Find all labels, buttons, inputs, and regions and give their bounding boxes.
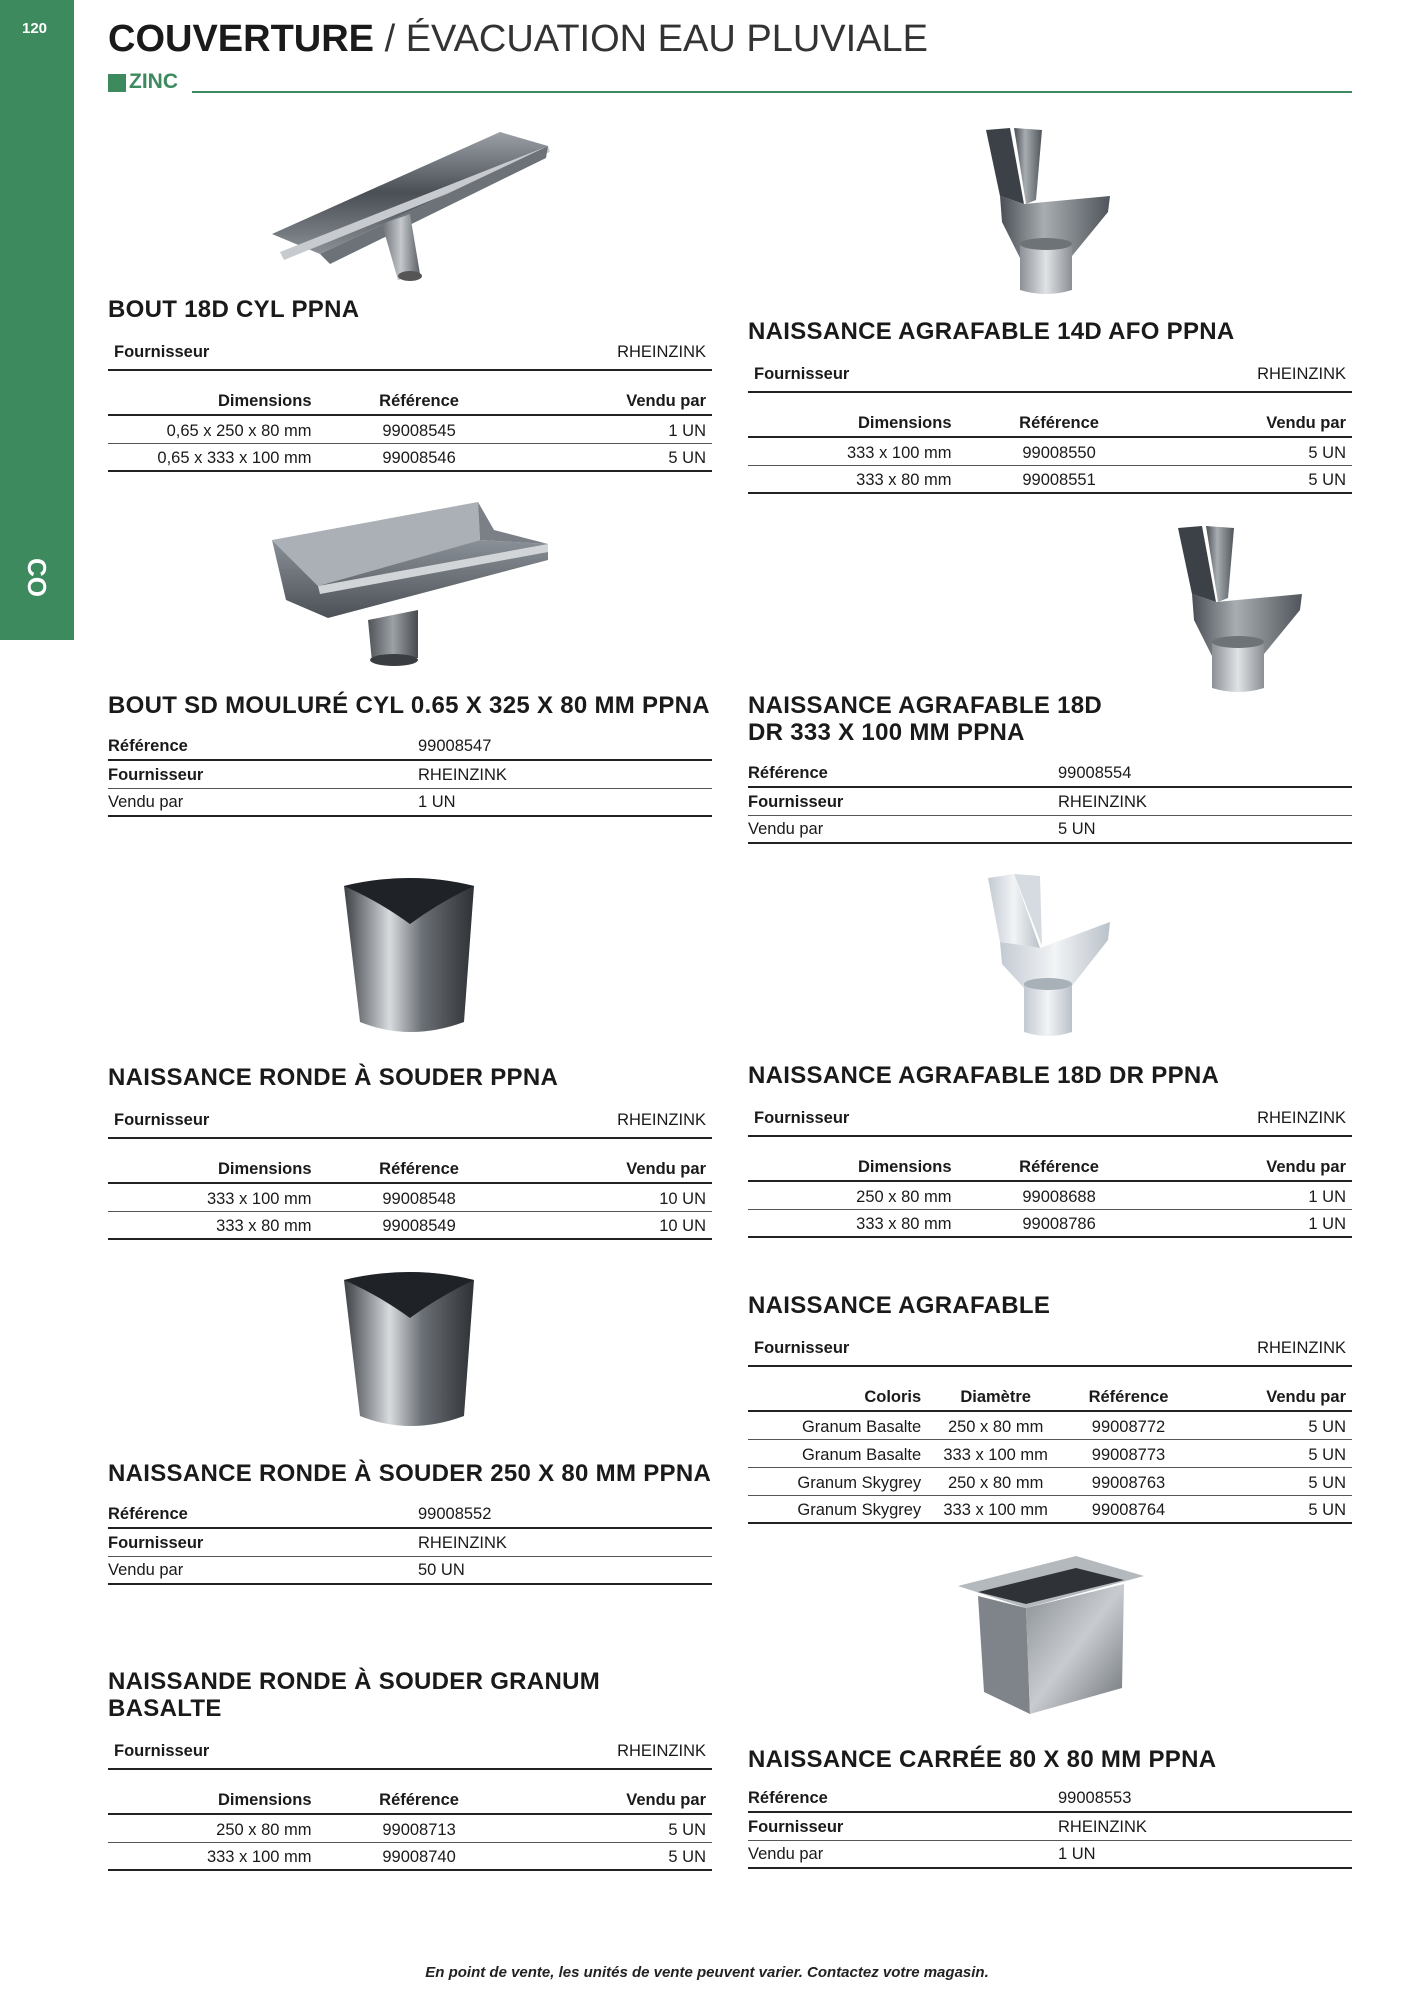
supplier-row <box>108 1103 712 1139</box>
spec-row-supplier <box>748 788 1352 816</box>
spec-value: 99008554 <box>1058 764 1132 782</box>
col-reference: Référence <box>1062 1383 1195 1411</box>
cell-dimensions: 333 x 100 mm <box>108 1842 338 1870</box>
product-title: NAISSANCE AGRAFABLE 14D AFO PPNA <box>748 318 1235 345</box>
spec-row-reference <box>748 1785 1352 1813</box>
col-sold-by: Vendu par <box>501 387 712 415</box>
table-row <box>748 1439 1352 1467</box>
cell-diameter: 250 x 80 mm <box>929 1411 1062 1439</box>
spec-label: Fournisseur <box>748 793 844 811</box>
cell-reference: 99008773 <box>1062 1439 1195 1467</box>
table-header <box>108 1155 712 1183</box>
cell-reference: 99008763 <box>1062 1467 1195 1495</box>
page-number: 120 <box>22 20 48 37</box>
supplier-label: Fournisseur <box>114 1741 210 1760</box>
cell-sold-by: 10 UN <box>501 1183 712 1211</box>
cell-reference: 99008546 <box>338 443 501 471</box>
col-dimensions: Dimensions <box>748 1153 978 1181</box>
product-image-bout-sd <box>268 500 564 670</box>
product-title: NAISSANCE AGRAFABLE 18D DR PPNA <box>748 1062 1220 1089</box>
spec-value: 99008552 <box>418 1505 492 1523</box>
product-image-bout-18d <box>270 124 560 294</box>
cell-dimensions: 333 x 80 mm <box>748 465 978 493</box>
section-code: CO <box>22 558 52 597</box>
product-agrafable-14d <box>748 318 1352 494</box>
supplier-value: RHEINZINK <box>1257 1108 1346 1127</box>
cell-sold-by: 5 UN <box>1141 437 1352 465</box>
cell-diameter: 333 x 100 mm <box>929 1439 1062 1467</box>
supplier-row <box>108 1734 712 1770</box>
product-table <box>108 1155 712 1240</box>
subtitle-label: ZINC <box>129 70 178 93</box>
subtitle-rule <box>192 91 1352 93</box>
table-row <box>108 1183 712 1211</box>
cell-dimensions: 250 x 80 mm <box>108 1814 338 1842</box>
product-table <box>748 1383 1352 1524</box>
cell-reference: 99008688 <box>978 1181 1141 1209</box>
spec-row-sold-by <box>108 1557 712 1585</box>
cell-sold-by: 10 UN <box>501 1211 712 1239</box>
supplier-value: RHEINZINK <box>617 342 706 361</box>
cell-sold-by: 5 UN <box>1195 1439 1352 1467</box>
product-naissande-ronde-granum <box>108 1668 712 1871</box>
cell-sold-by: 5 UN <box>501 1842 712 1870</box>
product-image-agrafable-18d-dr <box>1172 524 1308 694</box>
spec-value: RHEINZINK <box>418 766 507 784</box>
cell-dimensions: 250 x 80 mm <box>748 1181 978 1209</box>
supplier-row <box>108 335 712 371</box>
product-table <box>108 387 712 472</box>
table-header <box>748 1153 1352 1181</box>
spec-value: RHEINZINK <box>1058 793 1147 811</box>
product-bout-sd <box>108 692 712 817</box>
spec-value: 99008553 <box>1058 1789 1132 1807</box>
table-header <box>748 1383 1352 1411</box>
spec-row-sold-by <box>108 789 712 817</box>
cell-dimensions: 0,65 x 250 x 80 mm <box>108 415 338 443</box>
spec-row-reference <box>748 760 1352 788</box>
product-table <box>748 409 1352 494</box>
product-table <box>108 1786 712 1871</box>
supplier-value: RHEINZINK <box>1257 1338 1346 1357</box>
cell-reference: 99008764 <box>1062 1495 1195 1523</box>
table-row <box>108 1211 712 1239</box>
spec-row-supplier <box>748 1813 1352 1841</box>
product-title: NAISSANCE RONDE À SOUDER PPNA <box>108 1064 559 1091</box>
page-title <box>108 18 928 61</box>
cell-sold-by: 1 UN <box>1141 1209 1352 1237</box>
page-title-sub: / ÉVACUATION EAU PLUVIALE <box>374 18 928 60</box>
product-agrafable-18d-dr-333 <box>748 692 1352 844</box>
table-row <box>748 1495 1352 1523</box>
spec-row-supplier <box>108 1529 712 1557</box>
cell-dimensions: 333 x 80 mm <box>108 1211 338 1239</box>
supplier-row <box>748 1101 1352 1137</box>
cell-sold-by: 5 UN <box>501 1814 712 1842</box>
spec-list <box>748 1785 1352 1869</box>
cell-color: Granum Skygrey <box>748 1467 929 1495</box>
spec-value: 50 UN <box>418 1561 465 1579</box>
table-row <box>108 1814 712 1842</box>
product-bout-18d <box>108 296 712 472</box>
supplier-label: Fournisseur <box>754 1338 850 1357</box>
table-header <box>108 387 712 415</box>
product-title: NAISSANDE RONDE À SOUDER GRANUM BASALTE <box>108 1668 600 1722</box>
cell-dimensions: 333 x 80 mm <box>748 1209 978 1237</box>
spec-value: RHEINZINK <box>1058 1818 1147 1836</box>
product-naissance-agrafable <box>748 1292 1352 1524</box>
supplier-value: RHEINZINK <box>617 1741 706 1760</box>
cell-diameter: 250 x 80 mm <box>929 1467 1062 1495</box>
spec-label: Vendu par <box>108 1561 184 1579</box>
spec-value: 1 UN <box>1058 1845 1096 1863</box>
cell-reference: 99008786 <box>978 1209 1141 1237</box>
table-header <box>748 409 1352 437</box>
product-title: NAISSANCE RONDE À SOUDER 250 X 80 MM PPNA <box>108 1460 712 1487</box>
spec-row-sold-by <box>748 1841 1352 1869</box>
supplier-value: RHEINZINK <box>617 1110 706 1129</box>
table-row <box>108 415 712 443</box>
product-title: BOUT SD MOULURÉ CYL 0.65 X 325 X 80 MM PPNA <box>108 692 710 719</box>
supplier-label: Fournisseur <box>754 364 850 383</box>
product-naissance-ronde-250 <box>108 1460 712 1585</box>
spec-label: Fournisseur <box>748 1818 844 1836</box>
table-row <box>748 1209 1352 1237</box>
cell-color: Granum Basalte <box>748 1411 929 1439</box>
table-row <box>748 1181 1352 1209</box>
cell-sold-by: 5 UN <box>1195 1411 1352 1439</box>
spec-value: 99008547 <box>418 737 492 755</box>
col-sold-by: Vendu par <box>501 1155 712 1183</box>
section-subtitle <box>108 72 1352 96</box>
spec-label: Fournisseur <box>108 1534 204 1552</box>
spec-label: Vendu par <box>748 820 824 838</box>
table-row <box>748 1411 1352 1439</box>
product-naissance-ronde <box>108 1064 712 1240</box>
table-row <box>108 1842 712 1870</box>
table-row <box>108 443 712 471</box>
cell-reference: 99008551 <box>978 465 1141 493</box>
supplier-row <box>748 357 1352 393</box>
page-title-main: COUVERTURE <box>108 18 375 60</box>
product-title: NAISSANCE CARRÉE 80 X 80 MM PPNA <box>748 1746 1217 1773</box>
col-reference: Référence <box>338 1786 501 1814</box>
spec-value: RHEINZINK <box>418 1534 507 1552</box>
cell-diameter: 333 x 100 mm <box>929 1495 1062 1523</box>
cell-color: Granum Skygrey <box>748 1495 929 1523</box>
product-image-agrafable-18d-dr-ppna <box>980 874 1116 1040</box>
subtitle-square <box>108 74 126 92</box>
cell-reference: 99008713 <box>338 1814 501 1842</box>
spec-value: 1 UN <box>418 793 456 811</box>
table-row <box>748 437 1352 465</box>
spec-value: 5 UN <box>1058 820 1096 838</box>
table-row <box>748 465 1352 493</box>
col-reference: Référence <box>978 409 1141 437</box>
cell-color: Granum Basalte <box>748 1439 929 1467</box>
side-tab <box>0 0 74 640</box>
spec-label: Référence <box>108 737 188 755</box>
spec-label: Référence <box>108 1505 188 1523</box>
table-row <box>748 1467 1352 1495</box>
cell-sold-by: 5 UN <box>1195 1495 1352 1523</box>
product-naissance-carree <box>748 1746 1352 1869</box>
spec-list <box>108 733 712 817</box>
spec-row-reference <box>108 733 712 761</box>
footer-note: En point de vente, les unités de vente peuvent varier. Contactez votre magasin. <box>425 1964 989 1981</box>
col-dimensions: Dimensions <box>108 1786 338 1814</box>
cell-reference: 99008548 <box>338 1183 501 1211</box>
cell-reference: 99008549 <box>338 1211 501 1239</box>
product-image-agrafable-14d <box>980 126 1116 296</box>
col-dimensions: Dimensions <box>108 387 338 415</box>
spec-row-reference <box>108 1501 712 1529</box>
cell-sold-by: 1 UN <box>501 415 712 443</box>
col-sold-by: Vendu par <box>1141 1153 1352 1181</box>
col-sold-by: Vendu par <box>1141 409 1352 437</box>
product-agrafable-18d-dr-ppna <box>748 1062 1352 1238</box>
col-sold-by: Vendu par <box>1195 1383 1352 1411</box>
product-image-naissance-ronde <box>340 872 480 1042</box>
spec-row-sold-by <box>748 816 1352 844</box>
cell-dimensions: 333 x 100 mm <box>108 1183 338 1211</box>
spec-label: Référence <box>748 764 828 782</box>
table-header <box>108 1786 712 1814</box>
cell-dimensions: 0,65 x 333 x 100 mm <box>108 443 338 471</box>
product-title: NAISSANCE AGRAFABLE 18D DR 333 X 100 MM PPNA <box>748 692 1103 746</box>
spec-row-supplier <box>108 761 712 789</box>
cell-reference: 99008740 <box>338 1842 501 1870</box>
col-sold-by: Vendu par <box>501 1786 712 1814</box>
cell-reference: 99008772 <box>1062 1411 1195 1439</box>
col-reference: Référence <box>338 1155 501 1183</box>
cell-sold-by: 1 UN <box>1141 1181 1352 1209</box>
product-title: NAISSANCE AGRAFABLE <box>748 1292 1051 1319</box>
supplier-row <box>748 1331 1352 1367</box>
supplier-label: Fournisseur <box>114 1110 210 1129</box>
cell-reference: 99008550 <box>978 437 1141 465</box>
cell-sold-by: 5 UN <box>1195 1467 1352 1495</box>
product-table <box>748 1153 1352 1238</box>
cell-sold-by: 5 UN <box>1141 465 1352 493</box>
product-image-naissance-carree <box>956 1556 1146 1726</box>
col-dimensions: Dimensions <box>748 409 978 437</box>
col-diameter: Diamètre <box>929 1383 1062 1411</box>
col-dimensions: Dimensions <box>108 1155 338 1183</box>
product-title: BOUT 18D CYL PPNA <box>108 296 360 323</box>
cell-reference: 99008545 <box>338 415 501 443</box>
supplier-label: Fournisseur <box>114 342 210 361</box>
spec-list <box>108 1501 712 1585</box>
supplier-label: Fournisseur <box>754 1108 850 1127</box>
supplier-value: RHEINZINK <box>1257 364 1346 383</box>
cell-dimensions: 333 x 100 mm <box>748 437 978 465</box>
cell-sold-by: 5 UN <box>501 443 712 471</box>
col-reference: Référence <box>338 387 501 415</box>
spec-label: Référence <box>748 1789 828 1807</box>
product-image-naissance-ronde-250 <box>340 1266 480 1436</box>
col-color: Coloris <box>748 1383 929 1411</box>
spec-label: Vendu par <box>748 1845 824 1863</box>
spec-list <box>748 760 1352 844</box>
spec-label: Fournisseur <box>108 766 204 784</box>
col-reference: Référence <box>978 1153 1141 1181</box>
spec-label: Vendu par <box>108 793 184 811</box>
